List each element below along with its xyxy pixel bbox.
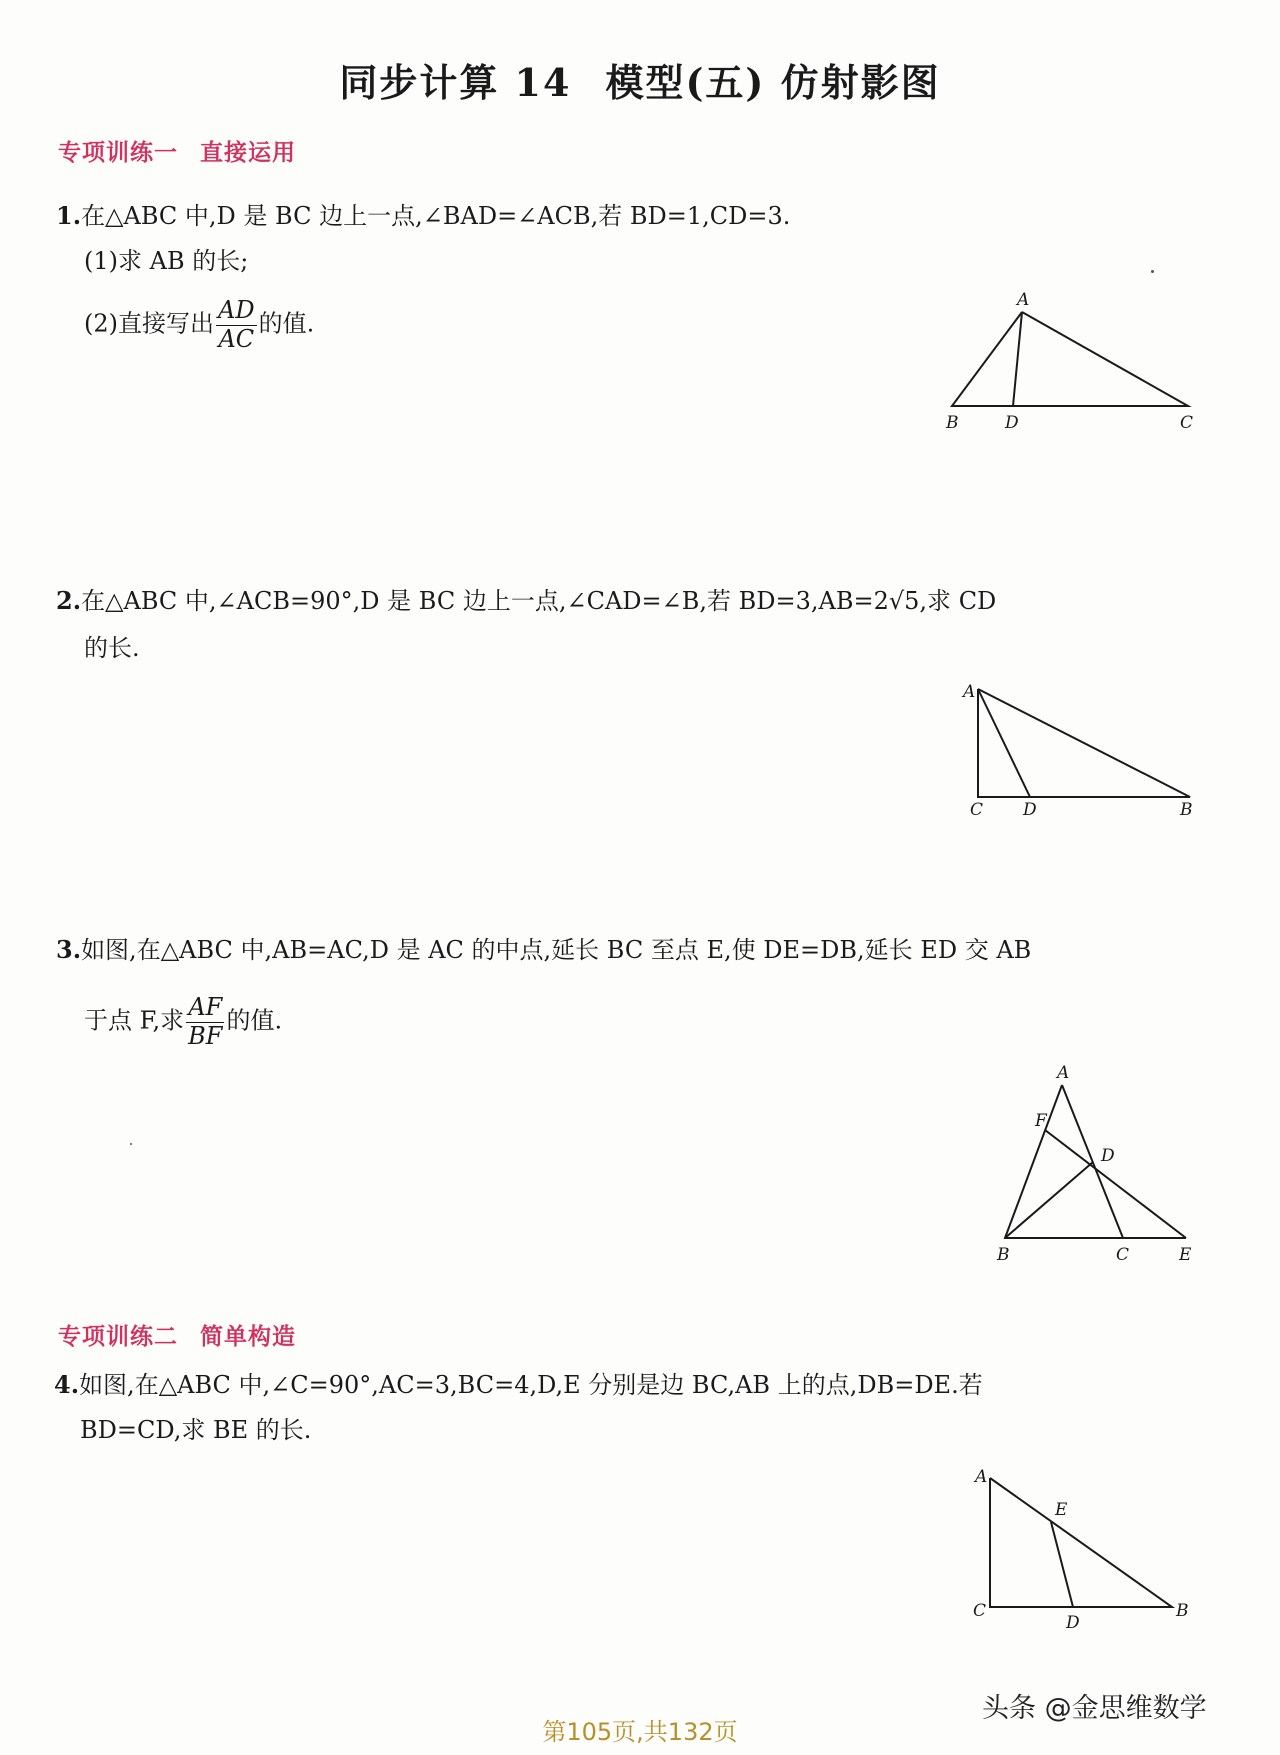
vertex-label-a: A <box>963 682 976 702</box>
vertex-label-f: F <box>1035 1111 1047 1131</box>
part-text: (2)直接写出 <box>84 309 214 338</box>
section-heading-1 <box>58 134 296 167</box>
vertex-label-c: C <box>1116 1245 1130 1265</box>
figure-2 <box>955 675 1205 829</box>
section-heading-2 <box>58 1318 296 1351</box>
vertex-label-b: B <box>946 413 959 433</box>
problem-1-part-2 <box>84 297 314 353</box>
vertex-label-a: A <box>1057 1063 1070 1083</box>
problem-3-statement-cont <box>84 994 282 1050</box>
vertex-label-d: D <box>1101 1146 1115 1166</box>
triangle-figure-4 <box>965 1460 1195 1635</box>
problem-4-statement <box>54 1370 983 1399</box>
part-text: (1)求 AB 的长; <box>84 247 249 275</box>
segment-ad <box>1013 312 1022 406</box>
problem-number: 3. <box>56 935 82 964</box>
problem-number: 1. <box>56 201 82 230</box>
fraction <box>186 994 224 1050</box>
vertex-label-b: B <box>1176 1601 1189 1621</box>
problem-text: 如图,在△ABC 中,AB=AC,D 是 AC 的中点,延长 BC 至点 E,使 DE=DB,延长 ED 交 AB <box>81 936 1032 964</box>
section-name: 直接运用 <box>200 140 296 166</box>
problem-1-part-1 <box>84 249 248 273</box>
vertex-label-e: E <box>1055 1500 1068 1520</box>
section-name: 简单构造 <box>200 1324 296 1350</box>
figure-4 <box>965 1460 1195 1639</box>
vertex-label-a: A <box>975 1467 988 1487</box>
vertex-label-b: B <box>1180 800 1193 820</box>
problem-3-statement <box>56 935 1032 964</box>
part-text: 的值. <box>258 309 315 338</box>
problem-number: 4. <box>54 1370 80 1399</box>
problem-text: 的长. <box>84 634 140 662</box>
fraction <box>216 297 257 353</box>
scan-speck <box>1151 270 1154 273</box>
fraction-numerator: AF <box>186 994 224 1023</box>
vertex-label-c: C <box>970 800 984 820</box>
vertex-label-d: D <box>1066 1613 1080 1633</box>
segment-ad <box>978 689 1030 797</box>
title-main: 同步计算 14 <box>339 60 572 105</box>
vertex-label-d: D <box>1023 800 1037 820</box>
fraction-numerator: AD <box>218 296 255 324</box>
triangle-figure-2 <box>955 675 1205 825</box>
vertex-label-c: C <box>1180 413 1194 433</box>
vertex-label-e: E <box>1179 1245 1192 1265</box>
section-label: 专项训练一 <box>58 140 178 166</box>
problem-2-statement <box>56 586 997 615</box>
problem-1-statement <box>56 201 791 230</box>
problem-text: BD=CD,求 BE 的长. <box>80 1416 312 1444</box>
figure-1 <box>930 290 1200 444</box>
triangle-abc <box>952 312 1188 406</box>
triangle-abc <box>978 689 1190 797</box>
section-label: 专项训练二 <box>58 1324 178 1350</box>
figure-3 <box>985 1060 1205 1274</box>
triangle-figure-3 <box>985 1060 1205 1270</box>
vertex-label-d: D <box>1005 413 1019 433</box>
problem-number: 2. <box>56 586 82 615</box>
vertex-label-a: A <box>1017 290 1030 310</box>
fraction-denominator: BF <box>188 1021 223 1050</box>
problem-text: 在△ABC 中,D 是 BC 边上一点,∠BAD=∠ACB,若 BD=1,CD=3. <box>81 202 791 230</box>
page-indicator: 第105页,共132页 <box>542 1718 738 1746</box>
problem-text: 的值. <box>226 1006 283 1035</box>
problem-text: 于点 F,求 <box>84 1006 185 1035</box>
problem-2-statement-cont <box>84 636 140 660</box>
title-sub: 模型(五) 仿射影图 <box>605 60 941 105</box>
vertex-label-c: C <box>973 1601 987 1621</box>
vertex-label-b: B <box>997 1245 1010 1265</box>
triangle-figure-1 <box>930 290 1200 440</box>
problem-text: 如图,在△ABC 中,∠C=90°,AC=3,BC=4,D,E 分别是边 BC,AB 上的点,DB=DE.若 <box>79 1371 983 1399</box>
watermark: 头条 @金思维数学 <box>982 1693 1207 1724</box>
problem-text: 在△ABC 中,∠ACB=90°,D 是 BC 边上一点,∠CAD=∠B,若 BD=3,AB=2√5,求 CD <box>81 587 997 615</box>
scan-speck <box>130 1143 132 1145</box>
triangle-abc <box>990 1478 1172 1607</box>
problem-4-statement-cont <box>80 1418 311 1442</box>
page-title <box>0 52 1280 107</box>
fraction-denominator: AC <box>218 324 255 353</box>
